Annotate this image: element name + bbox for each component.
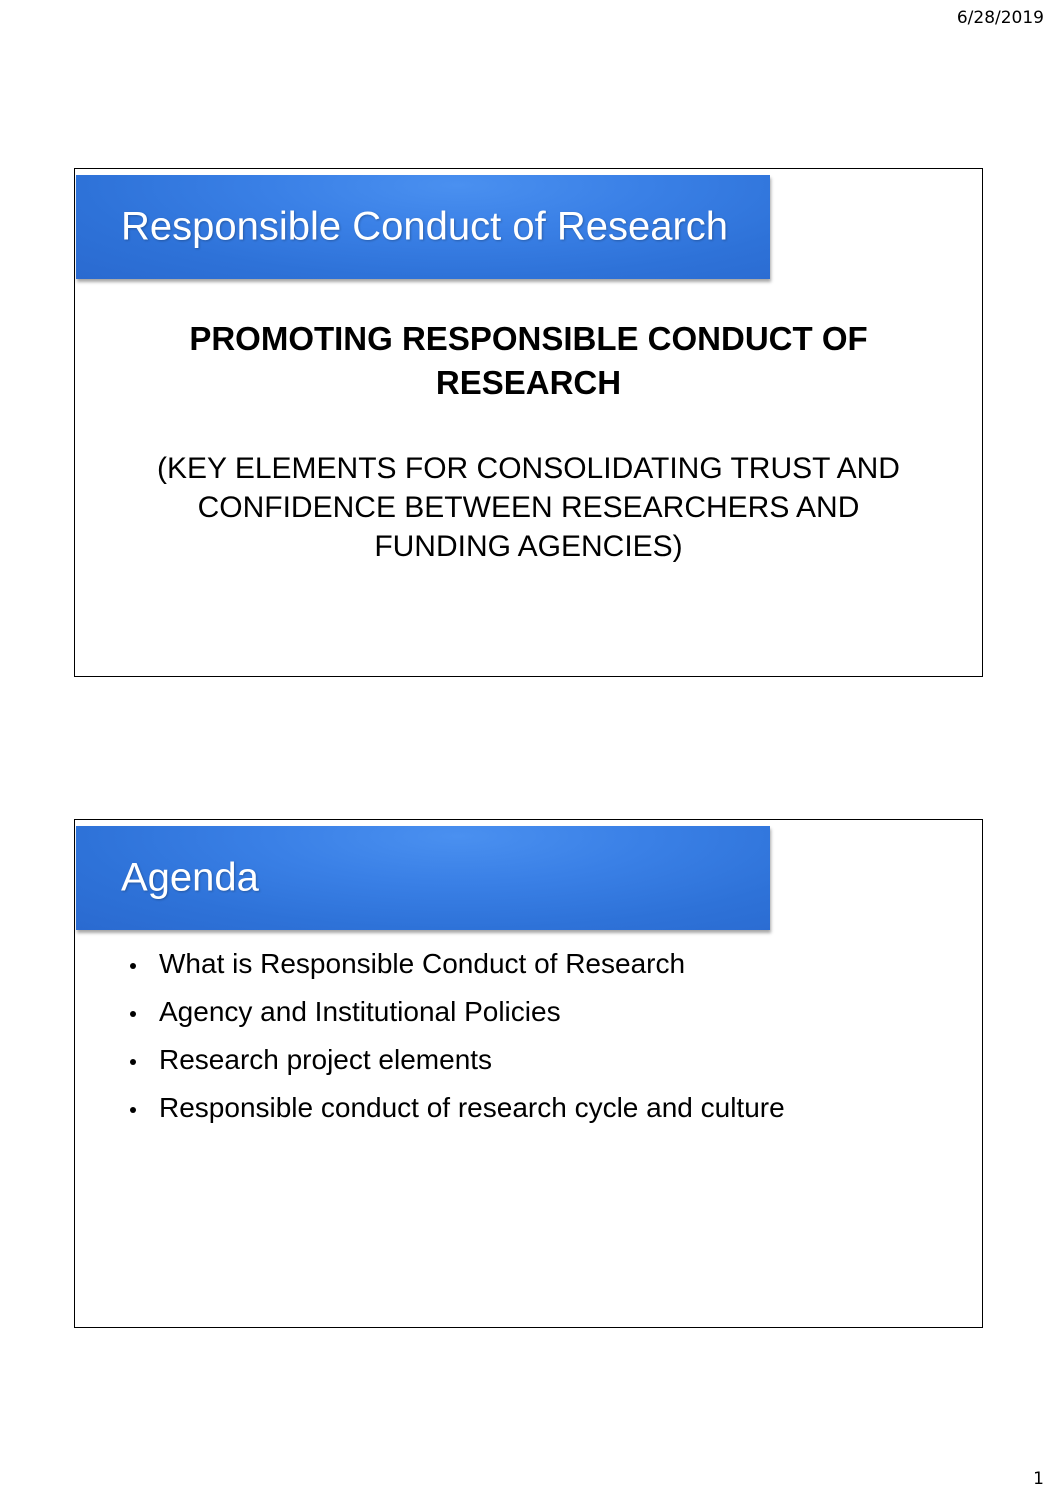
bullet-icon: [130, 1059, 136, 1065]
bullet-icon: [130, 963, 136, 969]
slide-1: [74, 168, 983, 677]
slide-1-subheading-line: FUNDING AGENCIES): [374, 530, 683, 563]
agenda-item-text: What is Responsible Conduct of Research: [159, 948, 686, 979]
slide-2-title: Agenda: [121, 855, 259, 900]
agenda-item: [125, 940, 785, 988]
slide-1-subheading: [75, 449, 982, 566]
bullet-icon: [130, 1011, 136, 1017]
slide-1-subheading-line: CONFIDENCE BETWEEN RESEARCHERS AND: [197, 491, 860, 524]
slide-1-heading: [75, 317, 982, 405]
slide-1-title-bar: [76, 175, 770, 279]
bullet-icon: [130, 1107, 136, 1113]
agenda-item-text: Responsible conduct of research cycle and culture: [159, 1092, 785, 1123]
page-number: 1: [1033, 1469, 1044, 1489]
slide-2: [74, 819, 983, 1328]
slide-2-title-bar: [76, 826, 770, 930]
page-date: 6/28/2019: [956, 8, 1044, 28]
slide-1-heading-line: RESEARCH: [435, 364, 622, 401]
agenda-item: [125, 1084, 785, 1132]
slide-1-subheading-line: (KEY ELEMENTS FOR CONSOLIDATING TRUST AND: [157, 452, 900, 485]
agenda-item: [125, 988, 785, 1036]
agenda-item-text: Research project elements: [159, 1044, 493, 1075]
agenda-item: [125, 1036, 785, 1084]
agenda-list: [125, 940, 785, 1132]
agenda-item-text: Agency and Institutional Policies: [159, 996, 561, 1027]
slide-1-title: Responsible Conduct of Research: [121, 204, 729, 249]
slide-1-heading-line: PROMOTING RESPONSIBLE CONDUCT OF: [189, 320, 868, 357]
